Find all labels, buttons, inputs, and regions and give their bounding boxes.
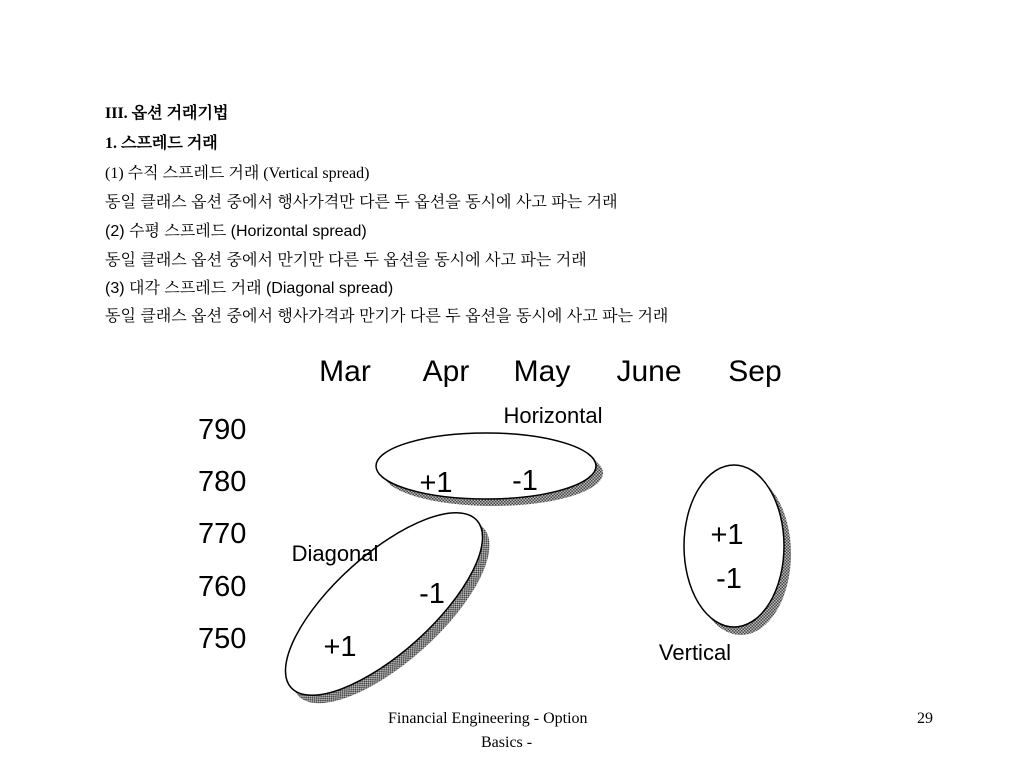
horizontal-position-short: -1: [512, 465, 538, 497]
month-sep: Sep: [728, 355, 782, 388]
item-1-desc: 동일 클래스 옵션 중에서 행사가격만 다른 두 옵션을 동시에 사고 파는 거래: [105, 194, 618, 211]
vertical-position-long: +1: [710, 519, 744, 551]
item-2-desc: 동일 클래스 옵션 중에서 만기만 다른 두 옵션을 동시에 사고 파는 거래: [105, 252, 587, 269]
diagonal-label: Diagonal: [291, 541, 379, 566]
diagonal-position-long: +1: [323, 631, 357, 663]
month-may: May: [513, 355, 571, 388]
section-heading: III. 옵션 거래기법: [105, 105, 229, 122]
strike-780: 780: [198, 466, 247, 498]
month-june: June: [616, 355, 682, 388]
vertical-position-short: -1: [716, 563, 742, 595]
strike-750: 750: [198, 623, 247, 655]
page-number: 29: [917, 710, 933, 727]
diagonal-position-short: -1: [419, 578, 445, 610]
strike-760: 760: [198, 571, 247, 603]
footer-course-line2: Basics -: [481, 734, 533, 751]
sub-heading: 1. 스프레드 거래: [105, 135, 218, 152]
item-2-title: (2) 수평 스프레드 (Horizontal spread): [105, 223, 367, 240]
strike-770: 770: [198, 518, 247, 550]
month-apr: Apr: [422, 355, 470, 388]
horizontal-label: Horizontal: [503, 403, 603, 428]
diagonal-ellipse: [258, 484, 509, 724]
month-mar: Mar: [319, 355, 371, 388]
horizontal-ellipse: [376, 433, 596, 499]
item-3-desc: 동일 클래스 옵션 중에서 행사가격과 만기가 다른 두 옵션을 동시에 사고 파는 거래: [105, 308, 669, 325]
horizontal-position-long: +1: [419, 467, 453, 499]
item-3-title: (3) 대각 스프레드 거래 (Diagonal spread): [105, 280, 394, 297]
item-1-title: (1) 수직 스프레드 거래 (Vertical spread): [105, 165, 370, 182]
vertical-label: Vertical: [658, 640, 732, 665]
strike-790: 790: [198, 414, 247, 446]
footer-course-line1: Financial Engineering - Option: [388, 710, 588, 727]
